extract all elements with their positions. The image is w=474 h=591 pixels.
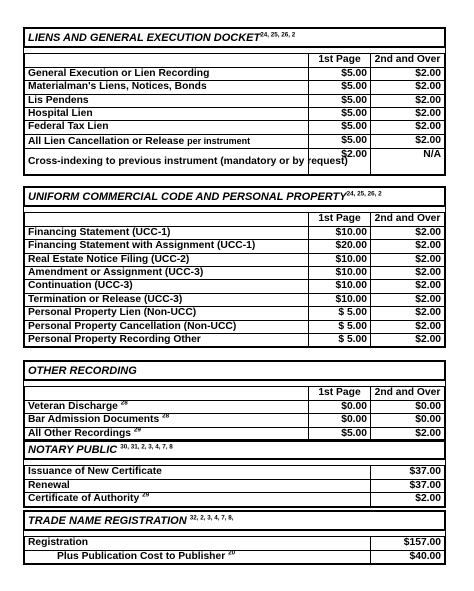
table-row — [25, 81, 445, 94]
fee-label: Renewal — [25, 479, 371, 492]
fee-first: $0.00 — [309, 400, 371, 413]
section-title: UNIFORM COMMERCIAL CODE AND PERSONAL PROPERTY$^{24, 25, 26, 2}$ — [25, 188, 445, 207]
section-title: OTHER RECORDING — [25, 362, 445, 381]
fee-over: $2.00 — [371, 307, 445, 320]
fee-label: Hospital Lien — [25, 108, 309, 121]
fee-over: $2.00 — [371, 226, 445, 239]
header-row — [25, 387, 445, 400]
section-title: TRADE NAME REGISTRATION $^{32, 2, 3, 4, 7, 8,}$ — [25, 512, 445, 531]
fee-label: Termination or Release (UCC-3) — [25, 293, 309, 306]
table-row — [25, 67, 445, 80]
table-row — [25, 253, 445, 266]
table-row — [25, 134, 445, 148]
fee-label: Financing Statement with Assignment (UCC-1) — [25, 240, 309, 253]
fee-label: Materialman's Liens, Notices, Bonds — [25, 81, 309, 94]
fee-amount: $37.00 — [371, 466, 445, 479]
fee-label: All Other Recordings $^{29}$ — [25, 427, 309, 440]
fee-over: N/A — [371, 149, 445, 175]
fee-over: $2.00 — [371, 267, 445, 280]
fee-label: Certificate of Authority $^{29}$ — [25, 493, 371, 506]
fee-first: $5.00 — [309, 121, 371, 134]
other-recording-table — [24, 361, 445, 441]
fee-first: $ 5.00 — [309, 307, 371, 320]
fee-over: $0.00 — [371, 414, 445, 427]
fee-first: $10.00 — [309, 253, 371, 266]
table-row — [25, 94, 445, 107]
fee-over: $2.00 — [371, 67, 445, 80]
fee-over: $2.00 — [371, 427, 445, 440]
trade-name-table — [24, 511, 445, 564]
fee-first: $5.00 — [309, 134, 371, 148]
col-header-1st-page: 1st Page — [309, 213, 371, 226]
table-row — [25, 400, 445, 413]
table-row — [25, 280, 445, 293]
fee-label: Personal Property Recording Other — [25, 334, 309, 347]
fee-first: $20.00 — [309, 240, 371, 253]
table-row — [25, 267, 445, 280]
fee-over: $0.00 — [371, 400, 445, 413]
col-header-1st-page: 1st Page — [309, 54, 371, 67]
fee-label: All Lien Cancellation or Release per instrument — [25, 134, 309, 148]
fee-first: $5.00 — [309, 81, 371, 94]
fee-over: $2.00 — [371, 253, 445, 266]
fee-first: $2.00 — [309, 149, 371, 175]
fee-first: $10.00 — [309, 226, 371, 239]
fee-label: General Execution or Lien Recording — [25, 67, 309, 80]
section-title: LIENS AND GENERAL EXECUTION DOCKET$^{24, 25, 26, 2}$ — [25, 29, 445, 48]
ucc-table — [24, 187, 445, 347]
fee-label: Personal Property Lien (Non-UCC) — [25, 307, 309, 320]
fee-label: Federal Tax Lien — [25, 121, 309, 134]
col-header-2nd-over: 2nd and Over — [371, 387, 445, 400]
fee-label: Lis Pendens — [25, 94, 309, 107]
fee-label: Registration — [25, 537, 371, 550]
fee-label: Cross-indexing to previous instrument (mandatory or by request) — [25, 149, 309, 175]
table-row — [25, 466, 445, 479]
fee-label: Real Estate Notice Filing (UCC-2) — [25, 253, 309, 266]
table-row — [25, 293, 445, 306]
table-row — [25, 121, 445, 134]
fee-over: $2.00 — [371, 121, 445, 134]
fee-over: $2.00 — [371, 94, 445, 107]
table-row — [25, 427, 445, 440]
table-row — [25, 414, 445, 427]
section-title: NOTARY PUBLIC $^{30, 31, 2, 3, 4, 7, 8}$ — [25, 441, 445, 460]
fee-label: Financing Statement (UCC-1) — [25, 226, 309, 239]
fee-first: $5.00 — [309, 108, 371, 121]
header-row — [25, 213, 445, 226]
table-row — [25, 108, 445, 121]
col-header-2nd-over: 2nd and Over — [371, 54, 445, 67]
fee-amount: $40.00 — [371, 550, 445, 563]
table-row — [25, 307, 445, 320]
header-row — [25, 54, 445, 67]
fee-label: Bar Admission Documents $^{28}$ — [25, 414, 309, 427]
table-row — [25, 537, 445, 550]
table-row — [25, 240, 445, 253]
table-row — [25, 334, 445, 347]
table-row — [25, 493, 445, 506]
fee-label: Veteran Discharge $^{28}$ — [25, 400, 309, 413]
fee-first: $ 5.00 — [309, 334, 371, 347]
fee-label: Amendment or Assignment (UCC-3) — [25, 267, 309, 280]
fee-first: $10.00 — [309, 267, 371, 280]
table-row — [25, 550, 445, 563]
fee-label: Plus Publication Cost to Publisher $^{20}$ — [25, 550, 371, 563]
fee-first: $10.00 — [309, 293, 371, 306]
fee-first: $5.00 — [309, 94, 371, 107]
col-header-2nd-over: 2nd and Over — [371, 213, 445, 226]
col-header-1st-page: 1st Page — [309, 387, 371, 400]
liens-table — [24, 28, 445, 175]
fee-over: $2.00 — [371, 320, 445, 333]
fee-amount: $157.00 — [371, 537, 445, 550]
table-row — [25, 320, 445, 333]
fee-label: Continuation (UCC-3) — [25, 280, 309, 293]
fee-label: Issuance of New Certificate — [25, 466, 371, 479]
fee-amount: $2.00 — [371, 493, 445, 506]
table-row — [25, 226, 445, 239]
fee-over: $2.00 — [371, 81, 445, 94]
fee-first: $5.00 — [309, 67, 371, 80]
table-row — [25, 149, 445, 175]
fee-first: $5.00 — [309, 427, 371, 440]
fee-over: $2.00 — [371, 280, 445, 293]
fee-over: $2.00 — [371, 334, 445, 347]
fee-over: $2.00 — [371, 134, 445, 148]
fee-first: $10.00 — [309, 280, 371, 293]
fee-first: $0.00 — [309, 414, 371, 427]
fee-first: $ 5.00 — [309, 320, 371, 333]
table-row — [25, 479, 445, 492]
fee-amount: $37.00 — [371, 479, 445, 492]
fee-label: Personal Property Cancellation (Non-UCC) — [25, 320, 309, 333]
notary-public-table — [24, 440, 445, 507]
fee-over: $2.00 — [371, 108, 445, 121]
fee-over: $2.00 — [371, 293, 445, 306]
fee-over: $2.00 — [371, 240, 445, 253]
